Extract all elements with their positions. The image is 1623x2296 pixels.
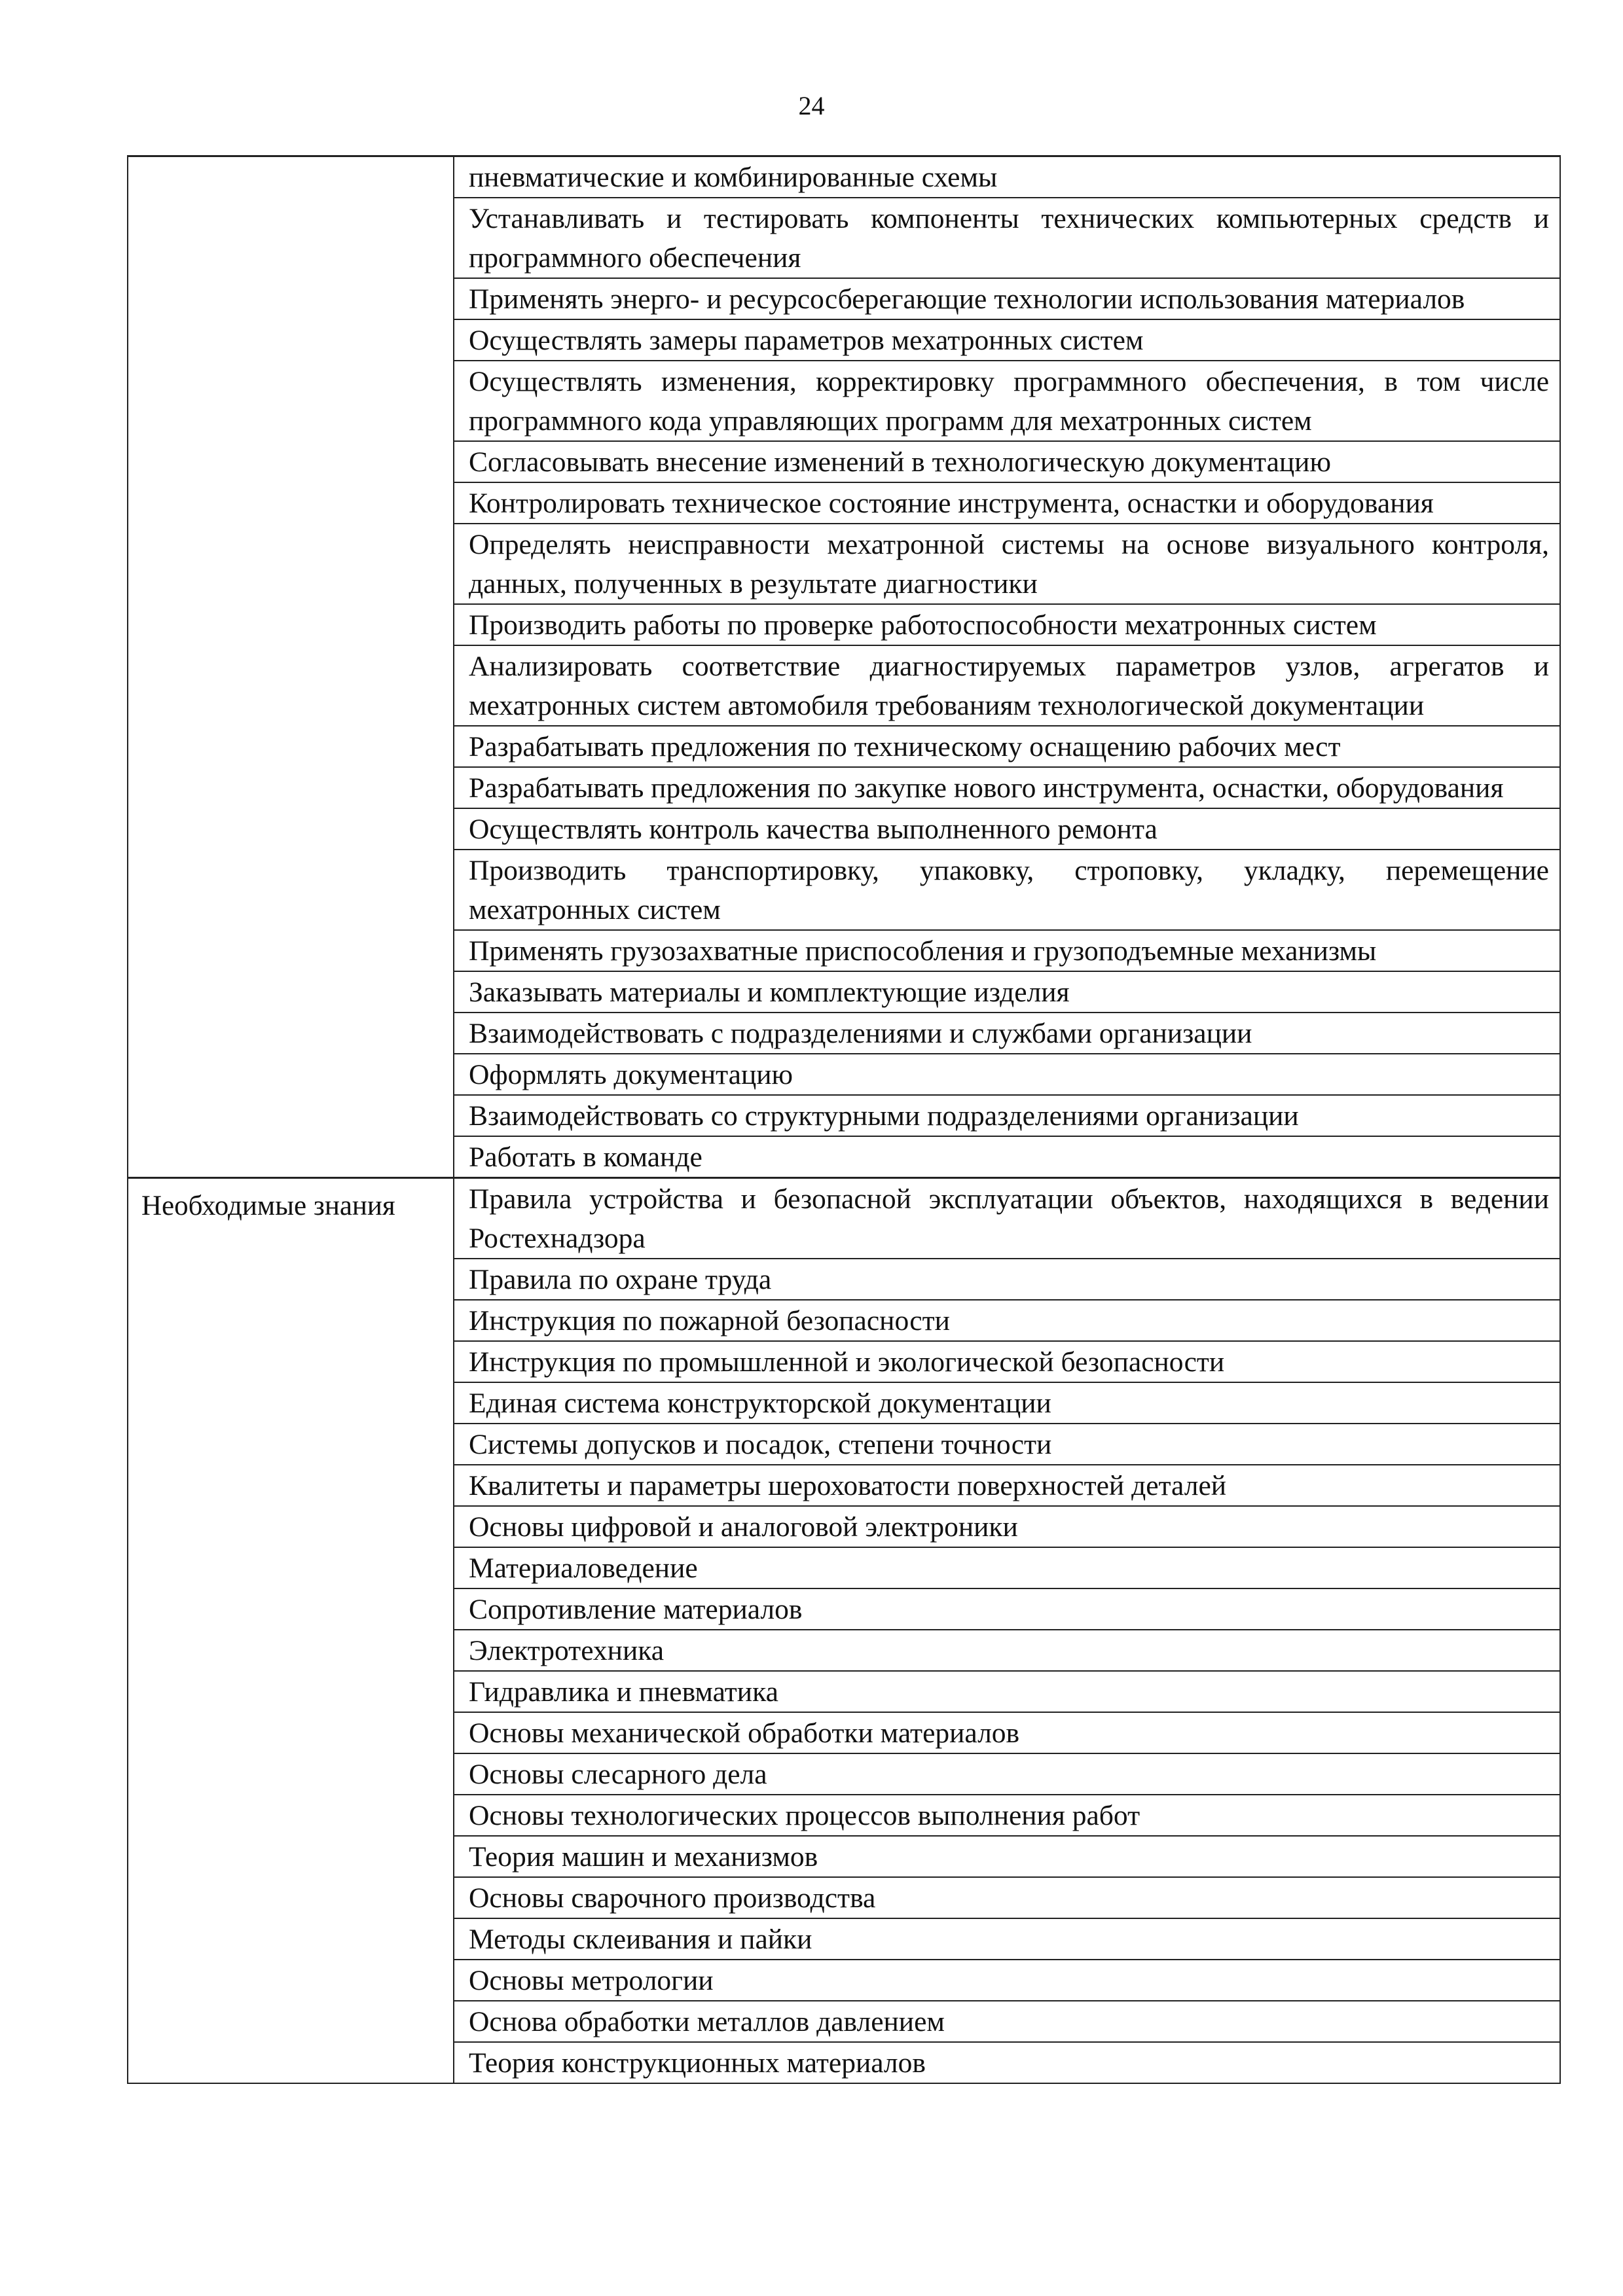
requirement-cell	[454, 1960, 1560, 2001]
requirement-cell	[454, 1753, 1560, 1795]
requirement-cell	[454, 1259, 1560, 1300]
requirement-text: Применять грузозахватные приспособления и грузоподъемные механизмы	[469, 935, 1377, 967]
requirement-text: Оформлять документацию	[469, 1059, 793, 1090]
requirement-text: Гидравлика и пневматика	[469, 1676, 778, 1708]
table-row	[128, 156, 1560, 198]
requirement-cell	[454, 930, 1560, 971]
requirement-text: Согласовывать внесение изменений в технологическую документацию	[469, 446, 1331, 478]
requirement-cell	[454, 1506, 1560, 1547]
requirement-cell	[454, 850, 1560, 930]
requirement-text: Устанавливать и тестировать компоненты технических компьютерных средств и программного обеспечения	[469, 203, 1549, 274]
requirement-cell	[454, 1013, 1560, 1054]
requirement-text: Материаловедение	[469, 1552, 698, 1584]
requirement-text: Сопротивление материалов	[469, 1594, 803, 1625]
requirement-cell	[454, 198, 1560, 278]
requirement-cell	[454, 2001, 1560, 2042]
requirement-text: Инструкция по пожарной безопасности	[469, 1305, 950, 1336]
requirement-text: Взаимодействовать с подразделениями и службами организации	[469, 1018, 1252, 1049]
section-label	[128, 157, 453, 165]
requirement-cell	[454, 971, 1560, 1013]
requirement-cell	[454, 1836, 1560, 1877]
requirement-cell	[454, 361, 1560, 441]
section-label: Необходимые знания	[141, 1191, 395, 1221]
requirement-cell	[454, 1630, 1560, 1671]
requirement-text: Производить транспортировку, упаковку, строповку, укладку, перемещение мехатронных систем	[469, 855, 1549, 925]
requirement-text: Основа обработки металлов давлением	[469, 2006, 945, 2037]
requirement-cell	[454, 1918, 1560, 1960]
requirement-text: Осуществлять замеры параметров мехатронных систем	[469, 325, 1144, 356]
requirement-text: Заказывать материалы и комплектующие изделия	[469, 977, 1070, 1008]
requirement-cell	[454, 482, 1560, 524]
requirement-text: Анализировать соответствие диагностируемых параметров узлов, агрегатов и мехатронных систем автомобиля требованиям технологической документации	[469, 651, 1549, 721]
requirement-cell	[454, 1095, 1560, 1136]
requirement-cell	[454, 1341, 1560, 1382]
requirement-cell	[454, 1877, 1560, 1918]
requirement-text: Контролировать техническое состояние инструмента, оснастки и оборудования	[469, 488, 1434, 519]
requirement-cell	[454, 278, 1560, 319]
requirement-cell	[454, 1588, 1560, 1630]
requirement-cell	[454, 1054, 1560, 1095]
requirement-cell	[454, 726, 1560, 767]
requirement-text: Взаимодействовать со структурными подразделениями организации	[469, 1100, 1299, 1132]
requirement-text: Разрабатывать предложения по закупке нового инструмента, оснастки, оборудования	[469, 772, 1504, 804]
requirement-text: Квалитеты и параметры шероховатости поверхностей деталей	[469, 1470, 1227, 1501]
requirement-cell	[454, 1465, 1560, 1506]
table-row	[128, 1178, 1560, 1259]
requirement-text: Осуществлять изменения, корректировку программного обеспечения, в том числе программного кода управляющих программ для мехатронных систем	[469, 366, 1549, 437]
requirement-text: Основы технологических процессов выполнения работ	[469, 1800, 1140, 1831]
requirement-text: Основы цифровой и аналоговой электроники	[469, 1511, 1018, 1543]
requirement-cell	[454, 1136, 1560, 1178]
requirement-text: Теория конструкционных материалов	[469, 2047, 926, 2079]
section-label-cell	[128, 156, 454, 1178]
section-label-cell	[128, 1178, 454, 2084]
requirement-text: Производить работы по проверке работоспособности мехатронных систем	[469, 609, 1377, 641]
requirement-text: Инструкция по промышленной и экологической безопасности	[469, 1346, 1225, 1378]
requirement-text: Теория машин и механизмов	[469, 1841, 818, 1873]
requirement-text: Системы допусков и посадок, степени точности	[469, 1429, 1052, 1460]
requirement-cell	[454, 2042, 1560, 2083]
requirement-text: Правила по охране труда	[469, 1264, 772, 1295]
requirement-text: Определять неисправности мехатронной системы на основе визуального контроля, данных, полученных в результате диагностики	[469, 529, 1549, 600]
requirement-cell	[454, 645, 1560, 726]
requirement-text: Правила устройства и безопасной эксплуатации объектов, находящихся в ведении Ростехнадзора	[469, 1183, 1549, 1254]
requirement-text: Единая система конструкторской документации	[469, 1388, 1051, 1419]
requirement-text: пневматические и комбинированные схемы	[469, 162, 998, 193]
requirement-text: Методы склеивания и пайки	[469, 1924, 812, 1955]
requirement-text: Применять энерго- и ресурсосберегающие технологии использования материалов	[469, 283, 1465, 315]
requirements-table	[127, 155, 1561, 2084]
requirement-cell	[454, 1795, 1560, 1836]
requirement-text: Работать в команде	[469, 1141, 702, 1173]
requirement-cell	[454, 524, 1560, 604]
page-number: 24	[798, 91, 825, 120]
requirement-text: Основы механической обработки материалов	[469, 1717, 1020, 1749]
requirement-cell	[454, 1178, 1560, 1259]
requirement-text: Осуществлять контроль качества выполненного ремонта	[469, 814, 1158, 845]
requirement-cell	[454, 441, 1560, 482]
requirement-text: Основы сварочного производства	[469, 1882, 876, 1914]
requirement-text: Основы метрологии	[469, 1965, 714, 1996]
requirement-cell	[454, 1424, 1560, 1465]
requirement-cell	[454, 156, 1560, 198]
requirement-cell	[454, 1382, 1560, 1424]
requirement-cell	[454, 808, 1560, 850]
requirement-text: Разрабатывать предложения по техническому оснащению рабочих мест	[469, 731, 1341, 762]
requirement-cell	[454, 1712, 1560, 1753]
requirement-cell	[454, 1671, 1560, 1712]
requirement-text: Основы слесарного дела	[469, 1759, 767, 1790]
requirement-cell	[454, 767, 1560, 808]
requirement-cell	[454, 1547, 1560, 1588]
requirement-cell	[454, 604, 1560, 645]
requirement-cell	[454, 1300, 1560, 1341]
requirements-table-body	[128, 156, 1560, 2084]
requirement-cell	[454, 319, 1560, 361]
requirement-text: Электротехника	[469, 1635, 665, 1666]
